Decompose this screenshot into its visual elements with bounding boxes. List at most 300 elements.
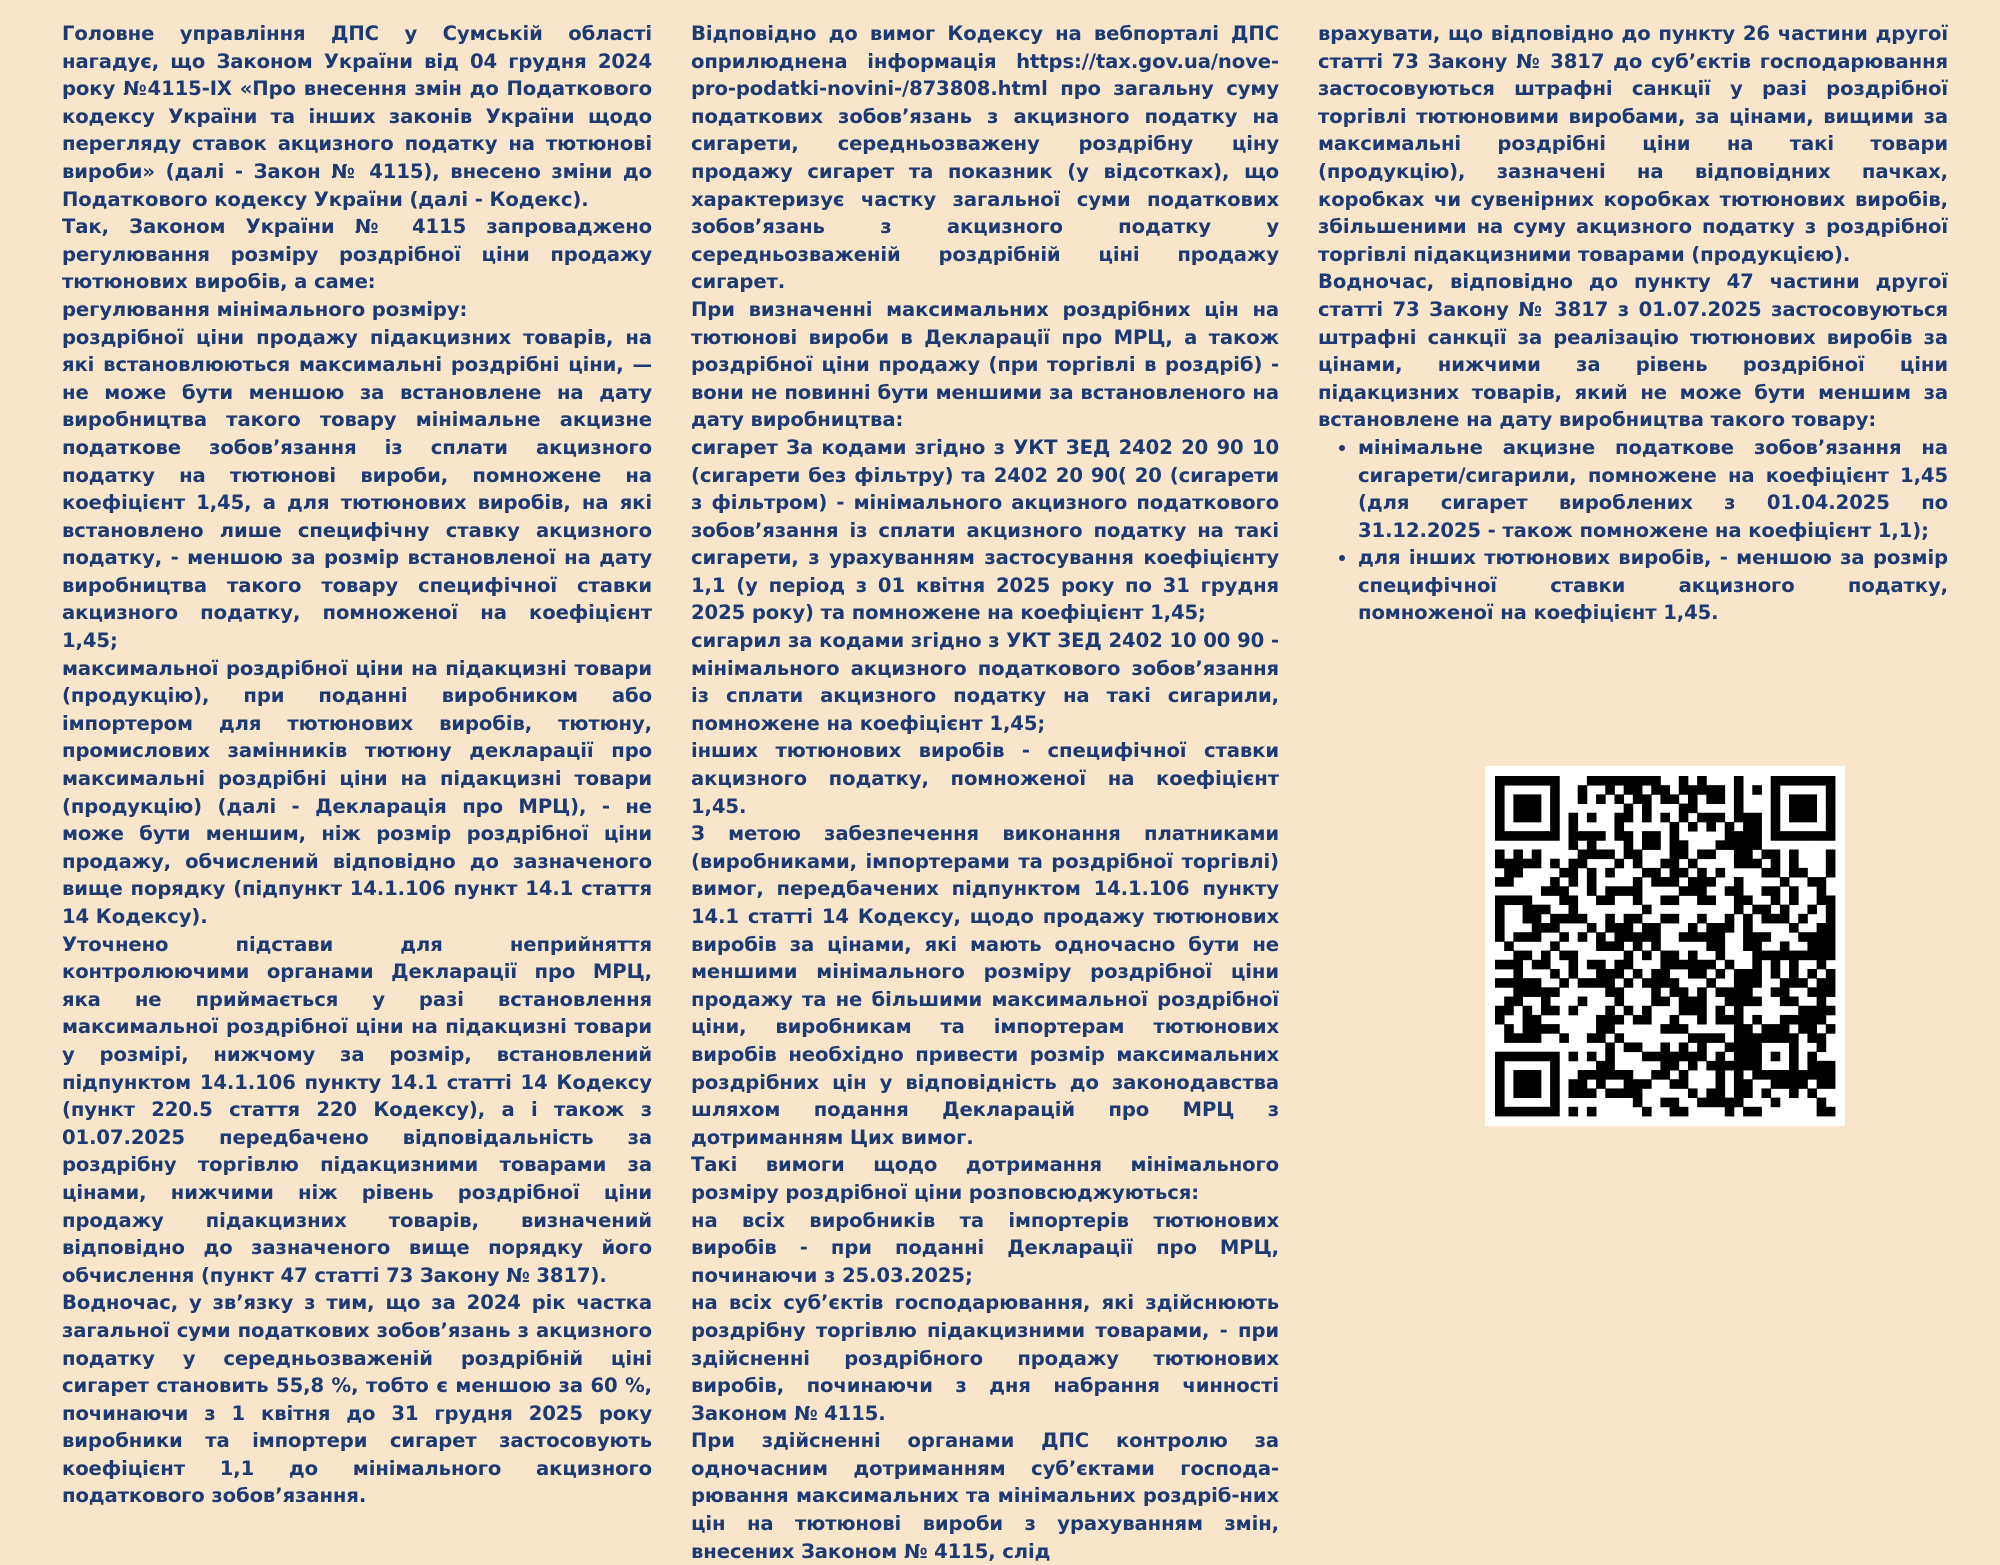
qr-module [1826, 923, 1836, 933]
qr-module [1716, 840, 1726, 850]
qr-module [1826, 831, 1836, 841]
qr-module [1771, 785, 1781, 795]
qr-module [1532, 850, 1542, 860]
qr-module [1670, 1052, 1680, 1062]
qr-module [1624, 785, 1634, 795]
qr-module [1504, 1052, 1514, 1062]
qr-module [1743, 914, 1753, 924]
qr-module [1550, 941, 1560, 951]
qr-module [1789, 850, 1799, 860]
qr-module [1743, 997, 1753, 1007]
qr-module [1706, 923, 1716, 933]
qr-module [1716, 785, 1726, 795]
qr-module [1605, 868, 1615, 878]
qr-module [1495, 822, 1505, 832]
qr-module [1614, 1088, 1624, 1098]
qr-module [1761, 868, 1771, 878]
qr-module [1688, 960, 1698, 970]
qr-module [1826, 1061, 1836, 1071]
qr-module [1578, 785, 1588, 795]
qr-module [1743, 831, 1753, 841]
qr-module [1734, 1070, 1744, 1080]
qr-module [1541, 886, 1551, 896]
qr-module [1495, 831, 1505, 841]
qr-module [1697, 886, 1707, 896]
qr-module [1716, 1079, 1726, 1089]
qr-module [1504, 1107, 1514, 1117]
penalty-bullet-list [1318, 434, 1948, 627]
qr-module [1734, 794, 1744, 804]
qr-module [1596, 1070, 1606, 1080]
qr-module [1752, 905, 1762, 915]
qr-module [1660, 813, 1670, 823]
qr-module [1679, 987, 1689, 997]
qr-module [1688, 1052, 1698, 1062]
qr-module [1605, 850, 1615, 860]
qr-module [1633, 1079, 1643, 1089]
qr-module [1513, 1052, 1523, 1062]
qr-module [1706, 785, 1716, 795]
qr-module [1771, 850, 1781, 860]
qr-module [1734, 840, 1744, 850]
qr-module [1660, 1042, 1670, 1052]
qr-module [1642, 1079, 1652, 1089]
qr-module [1752, 932, 1762, 942]
qr-module [1725, 997, 1735, 1007]
qr-module [1716, 951, 1726, 961]
qr-module [1523, 1015, 1533, 1025]
qr-module [1761, 932, 1771, 942]
regulation-paragraph: Так, Законом України № 4115 запроваджено регулювання розміру роздрібної ціни продажу тютюнових виробів, а саме: [62, 215, 652, 294]
qr-module [1624, 932, 1634, 942]
qr-module [1725, 923, 1735, 933]
qr-module [1569, 831, 1579, 841]
qr-module [1706, 895, 1716, 905]
qr-module [1513, 813, 1523, 823]
qr-module [1651, 997, 1661, 1007]
qr-module [1761, 914, 1771, 924]
qr-module [1569, 905, 1579, 915]
qr-module [1743, 1024, 1753, 1034]
intro-paragraph: Головне управління ДПС у Сумській області нагадує, що Законом України від 04 грудня 2024 року №4115-ІХ «Про внесення змін до Податкового кодексу України та інших законів України щодо перегляду ставок акцизного податку на тютюнові вироби» (далі - Закон № 4115), внесено зміни до Податкового кодексу України (далі - Кодекс). [62, 22, 652, 211]
qr-module [1605, 1042, 1615, 1052]
cigarillos-paragraph: сигарил за кодами згідно з УКТ ЗЕД 2402 10 00 90 - мінімального акцизного податкового зобов’язання із сплати акцизного податку на такі сигарили, помножене на коефіцієнт 1,45; [691, 629, 1279, 735]
qr-module [1569, 960, 1579, 970]
qr-module [1743, 923, 1753, 933]
qr-module [1688, 1088, 1698, 1098]
qr-module [1734, 785, 1744, 795]
qr-module [1513, 951, 1523, 961]
qr-module [1752, 1042, 1762, 1052]
qr-module [1789, 831, 1799, 841]
qr-module [1743, 813, 1753, 823]
qr-module [1523, 1070, 1533, 1080]
qr-module [1697, 1006, 1707, 1016]
qr-module [1716, 1052, 1726, 1062]
qr-module [1523, 1052, 1533, 1062]
qr-module [1716, 1070, 1726, 1080]
qr-module [1817, 1070, 1827, 1080]
qr-module [1504, 895, 1514, 905]
qr-module [1752, 822, 1762, 832]
qr-module [1826, 969, 1836, 979]
qr-module [1697, 1015, 1707, 1025]
qr-module [1826, 987, 1836, 997]
qr-module [1523, 831, 1533, 841]
qr-module [1780, 831, 1790, 841]
qr-module [1826, 1006, 1836, 1016]
qr-module [1614, 831, 1624, 841]
qr-module [1752, 785, 1762, 795]
qr-module [1697, 868, 1707, 878]
qr-module [1495, 794, 1505, 804]
qr-module [1569, 1006, 1579, 1016]
qr-module [1596, 1079, 1606, 1089]
qr-module [1789, 1061, 1799, 1071]
qr-module [1725, 1042, 1735, 1052]
qr-module [1495, 1006, 1505, 1016]
qr-module [1771, 1098, 1781, 1108]
qr-module [1614, 813, 1624, 823]
qr-module [1789, 813, 1799, 823]
requirements-heading: Такі вимоги щодо дотримання мінімального розміру роздрібної ціни розповсюджуються: [691, 1153, 1279, 1204]
qr-module [1826, 868, 1836, 878]
qr-module [1495, 960, 1505, 970]
qr-module [1504, 960, 1514, 970]
qr-module [1734, 895, 1744, 905]
qr-module [1523, 859, 1533, 869]
qr-module [1817, 923, 1827, 933]
qr-module [1743, 850, 1753, 860]
qr-module [1670, 1107, 1680, 1117]
qr-module [1789, 951, 1799, 961]
qr-module [1523, 794, 1533, 804]
qr-module [1651, 1052, 1661, 1062]
qr-module [1550, 886, 1560, 896]
qr-module [1624, 914, 1634, 924]
qr-module [1706, 960, 1716, 970]
qr-module [1605, 914, 1615, 924]
qr-module [1670, 960, 1680, 970]
max-retail-price-paragraph: максимальної роздрібної ціни на підакцизні товари (продукцію), при поданні виробником або імпортером для тютюнових виробів, тютюну, промислових замінників тютюну декларації про максимальні роздрібні ціни на підакцизні товари (продукцію) (далі - Декларація про МРЦ), - не може бути меншим, ніж розмір роздрібної ціни продажу, обчислений відповідно до зазначеного вище порядку (підпункт 14.1.106 пункт 14.1 стаття 14 Кодексу). [62, 656, 652, 928]
qr-module [1624, 978, 1634, 988]
qr-module [1660, 914, 1670, 924]
qr-module [1743, 1061, 1753, 1071]
qr-module [1697, 1052, 1707, 1062]
qr-module [1789, 923, 1799, 933]
qr-module [1624, 960, 1634, 970]
qr-module [1504, 941, 1514, 951]
qr-module [1734, 859, 1744, 869]
min-size-heading: регулювання мінімального розміру: [62, 297, 468, 321]
qr-module [1716, 969, 1726, 979]
qr-module [1716, 1006, 1726, 1016]
qr-module [1550, 794, 1560, 804]
qr-module [1504, 776, 1514, 786]
qr-module [1798, 1006, 1808, 1016]
qr-module [1716, 1033, 1726, 1043]
qr-module [1688, 1006, 1698, 1016]
qr-module [1789, 978, 1799, 988]
qr-module [1789, 868, 1799, 878]
qr-module [1780, 1015, 1790, 1025]
qr-module [1826, 951, 1836, 961]
qr-module [1826, 804, 1836, 814]
coefficient-paragraph: Водночас, у зв’язку з тим, що за 2024 рік частка загальної суми податкових зобов’язань з акцизного податку у середньозваженій роздрібній ціні сигарет становить 55,8 %, тобто є меншою за 60 %, починаючи з 1 квітня до 31 грудня 2025 року виробники та імпортери сигарет застосовують коефіцієнт 1,1 до мінімального акцизного податкового зобов’язання. [62, 1291, 652, 1508]
qr-module [1734, 969, 1744, 979]
max-price-determination-paragraph: При визначенні максимальних роздрібних цін на тютюнові вироби в Декларації про МРЦ, а також роздрібної ціни продажу (при торгівлі в роздріб) - вони не повинні бути меншими за встановленого на дату виробництва: [691, 297, 1279, 432]
qr-module [1532, 813, 1542, 823]
qr-module [1789, 997, 1799, 1007]
qr-module [1513, 1088, 1523, 1098]
qr-module [1587, 840, 1597, 850]
qr-module [1670, 1024, 1680, 1034]
qr-module [1743, 1079, 1753, 1089]
qr-module [1605, 978, 1615, 988]
qr-module [1761, 1070, 1771, 1080]
qr-module [1513, 850, 1523, 860]
qr-module [1660, 1070, 1670, 1080]
qr-module [1550, 813, 1560, 823]
qr-module [1780, 941, 1790, 951]
qr-module [1734, 1024, 1744, 1034]
qr-module [1752, 1107, 1762, 1117]
qr-module [1495, 804, 1505, 814]
qr-module [1688, 923, 1698, 933]
qr-module [1513, 1107, 1523, 1117]
qr-module [1578, 932, 1588, 942]
qr-module [1513, 978, 1523, 988]
qr-module [1596, 850, 1606, 860]
qr-module [1651, 1070, 1661, 1080]
qr-module [1771, 813, 1781, 823]
qr-module [1495, 1015, 1505, 1025]
qr-module [1817, 941, 1827, 951]
qr-module [1807, 941, 1817, 951]
qr-module [1752, 831, 1762, 841]
qr-module [1513, 895, 1523, 905]
qr-module [1605, 1024, 1615, 1034]
qr-module [1761, 905, 1771, 915]
qr-module [1743, 1088, 1753, 1098]
qr-module [1743, 1107, 1753, 1117]
qr-module [1541, 997, 1551, 1007]
qr-module [1743, 941, 1753, 951]
qr-module [1624, 1088, 1634, 1098]
qr-module [1697, 997, 1707, 1007]
qr-module [1761, 886, 1771, 896]
qr-module [1670, 914, 1680, 924]
qr-module [1697, 987, 1707, 997]
qr-module [1624, 776, 1634, 786]
qr-module [1624, 1079, 1634, 1089]
qr-module [1807, 776, 1817, 786]
qr-module [1523, 895, 1533, 905]
qr-module [1679, 1042, 1689, 1052]
qr-module [1532, 831, 1542, 841]
qr-module [1743, 987, 1753, 997]
qr-module [1780, 914, 1790, 924]
qr-module [1697, 850, 1707, 860]
qr-module [1697, 1033, 1707, 1043]
qr-module [1614, 969, 1624, 979]
qr-module [1734, 1052, 1744, 1062]
qr-module [1605, 886, 1615, 896]
qr-module [1798, 868, 1808, 878]
qr-module [1670, 895, 1680, 905]
qr-module [1495, 1107, 1505, 1117]
qr-module [1651, 941, 1661, 951]
qr-module [1670, 868, 1680, 878]
qr-module [1596, 794, 1606, 804]
qr-module [1532, 859, 1542, 869]
qr-module [1605, 1006, 1615, 1016]
qr-module [1752, 1033, 1762, 1043]
qr-module [1513, 776, 1523, 786]
qr-module [1660, 794, 1670, 804]
qr-module [1752, 813, 1762, 823]
qr-module [1660, 978, 1670, 988]
qr-module [1532, 804, 1542, 814]
qr-module [1532, 1052, 1542, 1062]
qr-module [1532, 1015, 1542, 1025]
qr-module [1752, 969, 1762, 979]
qr-module [1596, 895, 1606, 905]
qr-module [1633, 941, 1643, 951]
qr-module [1550, 1061, 1560, 1071]
qr-module [1578, 850, 1588, 860]
qr-module [1651, 776, 1661, 786]
qr-module [1532, 1107, 1542, 1117]
qr-module [1605, 1088, 1615, 1098]
text-column-left [62, 20, 652, 1510]
qr-module [1504, 877, 1514, 887]
qr-module [1798, 813, 1808, 823]
qr-module [1651, 831, 1661, 841]
qr-module [1614, 932, 1624, 942]
qr-module [1706, 1033, 1716, 1043]
qr-module [1660, 877, 1670, 887]
qr-module [1688, 969, 1698, 979]
qr-module [1523, 932, 1533, 942]
qr-module [1578, 997, 1588, 1007]
qr-module [1688, 794, 1698, 804]
qr-module [1569, 895, 1579, 905]
qr-module [1624, 951, 1634, 961]
qr-module [1725, 886, 1735, 896]
qr-module [1761, 951, 1771, 961]
qr-module [1771, 951, 1781, 961]
qr-module [1670, 1061, 1680, 1071]
qr-module [1651, 868, 1661, 878]
qr-module [1550, 1070, 1560, 1080]
qr-module [1789, 1079, 1799, 1089]
qr-module [1826, 822, 1836, 832]
qr-module [1495, 776, 1505, 786]
qr-module [1798, 932, 1808, 942]
other-tobacco-paragraph: інших тютюнових виробів - специфічної ставки акцизного податку, помноженої на коефіцієнт 1,45. [691, 739, 1279, 818]
qr-module [1495, 978, 1505, 988]
qr-module [1559, 978, 1569, 988]
qr-module [1513, 960, 1523, 970]
qr-module [1605, 923, 1615, 933]
qr-module [1596, 776, 1606, 786]
qr-module [1734, 804, 1744, 814]
qr-module [1670, 1079, 1680, 1089]
qr-module [1587, 850, 1597, 860]
qr-module [1670, 850, 1680, 860]
qr-module [1716, 987, 1726, 997]
qr-module [1789, 886, 1799, 896]
qr-module [1642, 840, 1652, 850]
bullet-item: • мінімальне акцизне податкове зобов’язання на сигарети/сигарили, помножене на коефіцієнт 1,45 (для сигарет вироблених з 01.04.2025 по 31.12.2025 - також помножене на коефіцієнт 1,1); [1358, 434, 1948, 544]
qr-module [1807, 804, 1817, 814]
qr-module [1532, 1088, 1542, 1098]
qr-module [1798, 804, 1808, 814]
qr-module [1513, 794, 1523, 804]
qr-module [1596, 960, 1606, 970]
qr-module [1761, 1088, 1771, 1098]
qr-module [1578, 914, 1588, 924]
qr-module [1789, 1088, 1799, 1098]
qr-module [1587, 868, 1597, 878]
qr-module [1633, 1098, 1643, 1108]
qr-module [1743, 969, 1753, 979]
qr-module [1725, 840, 1735, 850]
qr-module [1523, 914, 1533, 924]
qr-module [1513, 997, 1523, 1007]
qr-module [1807, 813, 1817, 823]
qr-module [1734, 886, 1744, 896]
qr-module [1670, 951, 1680, 961]
qr-module [1532, 776, 1542, 786]
qr-module [1605, 941, 1615, 951]
qr-module [1587, 1070, 1597, 1080]
qr-module [1495, 877, 1505, 887]
qr-module [1807, 794, 1817, 804]
qr-module [1716, 1015, 1726, 1025]
qr-module [1679, 785, 1689, 795]
qr-module [1716, 941, 1726, 951]
qr-module [1523, 1024, 1533, 1034]
qr-module [1817, 776, 1827, 786]
qr-module [1614, 923, 1624, 933]
qr-module [1670, 1015, 1680, 1025]
qr-module [1550, 1052, 1560, 1062]
qr-module [1780, 951, 1790, 961]
qr-module [1725, 987, 1735, 997]
qr-module [1743, 1052, 1753, 1062]
qr-module [1826, 932, 1836, 942]
qr-module [1670, 794, 1680, 804]
qr-module [1826, 850, 1836, 860]
qr-module [1541, 951, 1551, 961]
qr-module [1614, 1033, 1624, 1043]
qr-module [1752, 978, 1762, 988]
qr-module [1495, 923, 1505, 933]
qr-module [1532, 923, 1542, 933]
qr-module [1697, 895, 1707, 905]
qr-module [1624, 1070, 1634, 1080]
qr-module [1752, 1070, 1762, 1080]
qr-module [1523, 1033, 1533, 1043]
qr-module [1688, 822, 1698, 832]
qr-module [1734, 1061, 1744, 1071]
qr-module [1752, 840, 1762, 850]
qr-module [1807, 932, 1817, 942]
qr-module [1771, 1033, 1781, 1043]
qr-module [1807, 1006, 1817, 1016]
